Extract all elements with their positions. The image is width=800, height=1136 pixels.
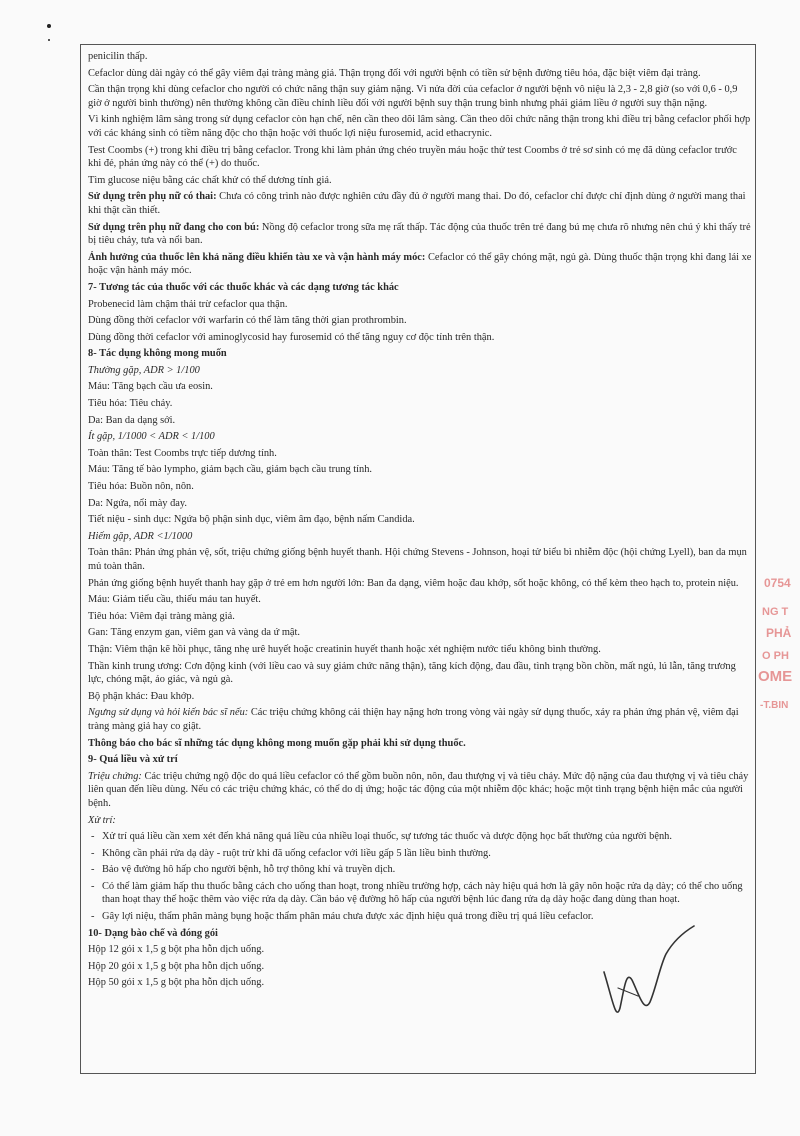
adr-line: Thận: Viêm thận kẽ hồi phục, tăng nhẹ urê huyết hoặc creatinin huyết thanh hoặc xét nghiệm nước tiểu không bình thường. — [88, 643, 601, 655]
adr-line: Bộ phận khác: Đau khớp. — [88, 690, 195, 702]
paragraph: Tìm glucose niệu bằng các chất khử có thể dương tính giả. — [88, 174, 332, 186]
adr-line: Máu: Tăng bạch cầu ưa eosin. — [88, 381, 213, 393]
adr-line: Phản ứng giống bệnh huyết thanh hay gặp ở trẻ em hơn người lớn: Ban đa dạng, viêm hoặc đau khớp, sốt hoặc không, có thể kèm theo hạch to, protein niệu. — [88, 577, 739, 589]
driving-text: Cefaclor có thể gây chóng mặt, ngủ gà. Dùng thuốc thận trọng khi đang lái xe hoặc vận hành máy móc. — [88, 251, 752, 277]
paragraph: Cefaclor dùng dài ngày có thể gây viêm đại tràng màng giả. Thận trọng đối với người bệnh có tiền sử bệnh đường tiêu hóa, đặc biệt viêm đại tràng. — [88, 67, 701, 79]
symptoms-label: Triệu chứng: — [88, 770, 142, 782]
paragraph: Test Coombs (+) trong khi điều trị bằng cefaclor. Trong khi làm phản ứng chéo truyền máu hoặc thử test Coombs ở trẻ sơ sinh có mẹ đã dùng cefaclor trước khi đẻ, phản ứng này có thể (+) do thuốc. — [88, 144, 737, 170]
interaction-line: Dùng đồng thời cefaclor với warfarin có thể làm tăng thời gian prothrombin. — [88, 315, 407, 327]
package-line: Hộp 12 gói x 1,5 g bột pha hỗn dịch uống. — [88, 944, 265, 956]
section-7-heading: 7- Tương tác của thuốc với các thuốc khác và các dạng tương tác khác — [88, 281, 399, 293]
scan-speck — [48, 39, 50, 41]
stamp-text: PHẢ — [766, 626, 792, 640]
paragraph: Vì kinh nghiệm lâm sàng trong sử dụng cefaclor còn hạn chế, nên cần theo dõi lâm sàng. Cần theo dõi chức năng thận trong khi điều trị bằng cefaclor phối hợp với các kháng sinh có tiềm năng độc cho thận hoặc với thuốc lợi niệu furosemid, acid ethacrynic. — [88, 114, 751, 139]
stamp-text: -T.BIN — [760, 700, 789, 711]
symptoms-paragraph — [88, 770, 752, 811]
frequency-common-label: Thường gặp, ADR > 1/100 — [88, 364, 200, 376]
notify-doctor-notice: Thông báo cho bác sĩ những tác dụng không mong muốn gặp phải khi sử dụng thuốc. — [88, 737, 466, 749]
adr-line: Thần kinh trung ương: Cơn động kinh (với liều cao và suy giảm chức năng thận), tăng kích động, đau đầu, tình trạng bồn chồn, mất ngủ, lú lẫn, tăng trương lực, chóng mặt, ảo giác, và ngủ gà. — [88, 660, 736, 686]
interaction-line: Dùng đồng thời cefaclor với aminoglycosid hay furosemid có thể tăng nguy cơ độc tính trên thận. — [88, 331, 495, 343]
section-10-heading: 10- Dạng bào chế và đóng gói — [88, 927, 218, 939]
driving-label: Ảnh hưởng của thuốc lên khả năng điều khiển tàu xe và vận hành máy móc: — [88, 251, 426, 263]
lactation-label: Sử dụng trên phụ nữ đang cho con bú: — [88, 221, 260, 233]
adr-line: Máu: Giảm tiểu cầu, thiếu máu tan huyết. — [88, 594, 261, 606]
treatment-label: Xử trí: — [88, 814, 116, 826]
adr-line: Da: Ban da dạng sởi. — [88, 414, 176, 426]
stop-use-paragraph — [88, 706, 752, 733]
adr-line: Toàn thân: Phản ứng phản vệ, sốt, triệu chứng giống bệnh huyết thanh. Hội chứng Stevens - Johnson, hoại tử biểu bì nhiễm độc (hội chứng Lyell), ban da mụn mủ toàn thân. — [88, 547, 747, 572]
adr-line: Da: Ngứa, nổi mày đay. — [88, 497, 188, 509]
interaction-line: Probenecid làm chậm thải trừ cefaclor qua thận. — [88, 298, 288, 310]
frequency-rare-label: Hiếm gặp, ADR <1/1000 — [88, 530, 193, 542]
company-stamp — [758, 570, 798, 730]
pregnancy-text: Chưa có công trình nào được nghiên cứu đầy đủ ở người mang thai. Do đó, cefaclor chỉ được chỉ định dùng ở người mang thai khi thật cần thiết. — [88, 191, 746, 216]
stop-use-text: Các triệu chứng không cải thiện hay nặng hơn trong vòng vài ngày sử dụng thuốc, xảy ra phản ứng phản vệ, viêm đại tràng màng giả hay co giật. — [88, 707, 739, 732]
package-line: Hộp 20 gói x 1,5 g bột pha hỗn dịch uống. — [88, 960, 265, 972]
adr-line: Tiêu hóa: Viêm đại tràng màng giả. — [88, 610, 235, 622]
adr-line: Toàn thân: Test Coombs trực tiếp dương tính. — [88, 447, 277, 459]
section-9-heading: 9- Quá liều và xử trí — [88, 754, 178, 766]
pregnancy-label: Sử dụng trên phụ nữ có thai: — [88, 191, 217, 203]
section-8-heading: 8- Tác dụng không mong muốn — [88, 348, 227, 360]
list-item: - Có thể làm giảm hấp thu thuốc bằng cách cho uống than hoạt, trong nhiều trường hợp, cách này hiệu quả hơn là gây nôn hoặc rửa dạ dày; có thể cho uống than hoạt thay thế hoặc thêm vào việc rửa dạ dày. Cần bảo vệ đường hô hấp của người bệnh lúc đang rửa dạ dày hoặc đang dùng than hoạt. — [88, 880, 752, 907]
list-item: - Không cần phải rửa dạ dày - ruột trừ khi đã uống cefaclor với liều gấp 5 lần liều bình thường. — [88, 847, 752, 861]
frequency-uncommon-label: Ít gặp, 1/1000 < ADR < 1/100 — [88, 431, 215, 443]
package-line: Hộp 50 gói x 1,5 g bột pha hỗn dịch uống. — [88, 977, 265, 989]
adr-line: Tiêu hóa: Tiêu chảy. — [88, 398, 173, 410]
list-item: - Xử trí quá liều cần xem xét đến khả năng quá liều của nhiều loại thuốc, sự tương tác thuốc và dược động học bất thường của người bệnh. — [88, 830, 752, 844]
stamp-text: OME — [758, 668, 793, 685]
paragraph: Cần thận trọng khi dùng cefaclor cho người có chức năng thận suy giảm nặng. Vì nửa đời của cefaclor ở người bệnh vô niệu là 2,3 - 2,8 giờ (so với 0,6 - 0,9 giờ ở người bình thường) nên thường không cần điều chỉnh liều đối với người bệnh suy thận trung bình nhưng phải giảm liều ở người suy thận nặng. — [88, 84, 738, 109]
list-item: - Gây lợi niệu, thẩm phân màng bụng hoặc thẩm phân máu chưa được xác định hiệu quả trong điều trị quá liều cefaclor. — [88, 910, 752, 924]
stamp-text: NG T — [762, 606, 789, 618]
pregnancy-paragraph — [88, 190, 752, 217]
paragraph: penicilin thấp. — [88, 51, 148, 62]
adr-line: Máu: Tăng tế bào lympho, giảm bạch cầu, giảm bạch cầu trung tính. — [88, 464, 373, 476]
stop-use-label: Ngưng sử dụng và hỏi kiến bác sĩ nếu: — [88, 707, 249, 719]
adr-line: Tiết niệu - sinh dục: Ngứa bộ phận sinh dục, viêm âm đạo, bệnh nấm Candida. — [88, 514, 415, 526]
scan-speck — [47, 24, 51, 28]
list-item: - Bảo vệ đường hô hấp cho người bệnh, hỗ trợ thông khí và truyền dịch. — [88, 863, 752, 877]
symptoms-text: Các triệu chứng ngộ độc do quá liều cefaclor có thể gồm buồn nôn, nôn, đau thượng vị và tiêu chảy. Mức độ nặng của đau thượng vị và tiêu chảy liên quan đến liều dùng. Nếu có các triệu chứng khác, có thể do dị ứng; hoặc tác động của một nhiễm độc khác; hoặc một tình trạng bệnh hiện mắc của người bệnh. — [88, 770, 749, 809]
lactation-text: Nồng độ cefaclor trong sữa mẹ rất thấp. Tác động của thuốc trên trẻ đang bú mẹ chưa rõ nhưng nên chú ý khi thấy trẻ bị tiêu chảy, tưa và nổi ban. — [88, 221, 751, 247]
lactation-paragraph — [88, 221, 752, 248]
adr-line: Gan: Tăng enzym gan, viêm gan và vàng da ứ mật. — [88, 627, 301, 639]
stamp-text: O PH — [762, 650, 789, 662]
adr-line: Tiêu hóa: Buồn nôn, nôn. — [88, 481, 194, 493]
stamp-text: 0754 — [764, 576, 791, 590]
driving-paragraph — [88, 251, 752, 278]
document-body — [88, 50, 752, 993]
handwritten-signature — [590, 910, 750, 1035]
